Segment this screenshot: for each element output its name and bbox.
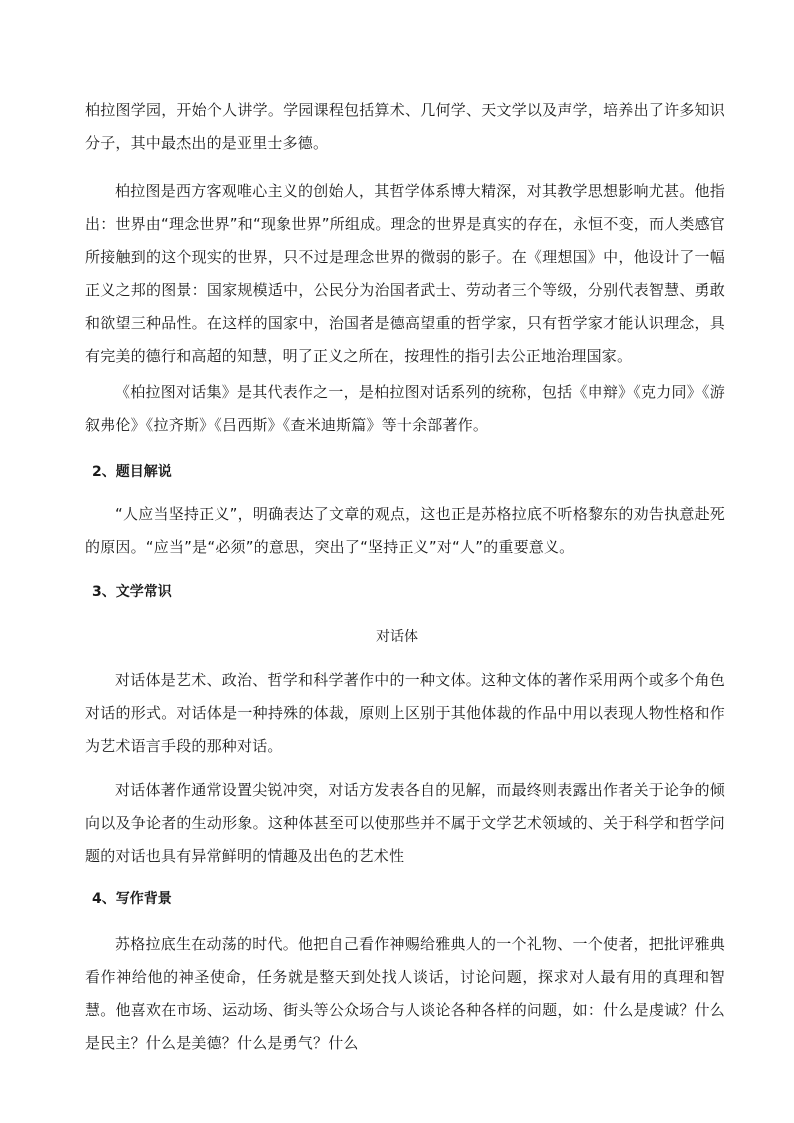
section-heading-literary-knowledge: 3、文学常识 bbox=[92, 584, 172, 600]
paragraph-academy: 柏拉图学园，开始个人讲学。学园课程包括算术、几何学、天文学以及声学，培养出了许多知识分子，其中最杰出的是亚里士多德。 bbox=[85, 101, 725, 152]
section-heading-title-explanation: 2、题目解说 bbox=[92, 464, 172, 480]
paragraph-plato-philosophy: 柏拉图是西方客观唯心主义的创始人，其哲学体系博大精深，对其教学思想影响尤甚。他指出：世界由“理念世界”和“现象世界”所组成。理念的世界是真实的存在，永恒不变，而人类感官所接触到的这个现实的世界，只不过是理念世界的微弱的影子。在《理想国》中，他设计了一幅正义之邦的图景：国家规模适中，公民分为治国者武士、劳动者三个等级，分别代表智慧、勇敢和欲望三种品性。在这样的国家中，治国者是德高望重的哲学家，只有哲学家才能认识理念，具有完美的德行和高超的知慧，明了正义之所在，按理性的指引去公正地治理国家。 bbox=[85, 182, 725, 365]
paragraph-dialogues: 《柏拉图对话集》是其代表作之一，是柏拉图对话系列的统称，包括《申辩》《克力同》《游叙弗伦》《拉齐斯》《吕西斯》《查米迪斯篇》等十余部著作。 bbox=[85, 383, 725, 434]
section-heading-background: 4、写作背景 bbox=[92, 891, 172, 907]
paragraph-dialogue-features: 对话体著作通常设置尖锐冲突，对话方发表各自的见解，而最终则表露出作者关于论争的倾向以及争论者的生动形象。这种体甚至可以使那些并不属于文学艺术领域的、关于科学和哲学问题的对话也具有异常鲜明的情趣及出色的艺术性 bbox=[85, 781, 725, 865]
subtitle-dialogue-form: 对话体 bbox=[376, 629, 418, 645]
paragraph-background: 苏格拉底生在动荡的时代。他把自己看作神赐给雅典人的一个礼物、一个使者，把批评雅典看作神给他的神圣使命，任务就是整天到处找人谈话，讨论问题，探求对人最有用的真理和智慧。他喜欢在市场、运动场、街头等公众场合与人谈论各种各样的问题，如：什么是虔诚？什么是民主？什么是美德？什么是勇气？什么 bbox=[85, 935, 725, 1052]
paragraph-dialogue-definition: 对话体是艺术、政治、哲学和科学著作中的一种文体。这种文体的著作采用两个或多个角色对话的形式。对话体是一种持殊的体裁，原则上区别于其他体裁的作品中用以表现人物性格和作为艺术语言手段的那种对话。 bbox=[85, 671, 725, 755]
paragraph-title-explanation: “人应当坚持正义”，明确表达了文章的观点，这也正是苏格拉底不听格黎东的劝告执意赴死的原因。“应当”是“必须”的意思，突出了“坚持正义”对“人”的重要意义。 bbox=[85, 505, 725, 556]
